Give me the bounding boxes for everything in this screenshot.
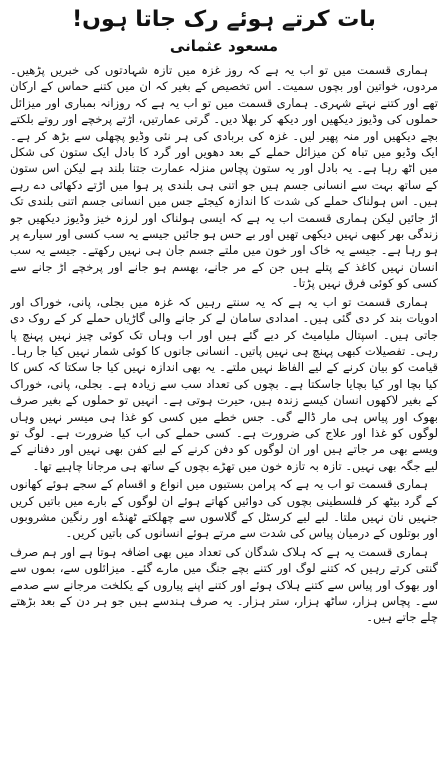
news-column: [10, 4, 438, 759]
paragraph: ہماری قسمت میں تو اب یہ ہے کہ روز غزہ میں تازہ شہادتوں کی خبریں پڑھیں۔ مردوں، خواتین اور بچوں سمیت۔ اس تخصیص کے بغیر کہ ان میں کتنے حماس کے ارکان تھے اور کتنے نہتے شہری۔ ہماری قسمت میں تو اب یہ ہے کہ روزانہ بمباری اور میزائل حملوں کی وڈیوز دیکھیں اور دیکھ کر بھلا دیں۔ گرتی عمارتیں، اڑتے پرخچے اور روتے بلکتے بچے دیکھیں اور منہ پھیر لیں۔ غزہ کی بربادی کی ہر نئی وڈیو پچھلی سے بڑھ کر ہے۔ ایک وڈیو میں تباہ کن میزائل حملے کے بعد دھویں اور گرد کا بادل ایک ستون کی شکل میں اٹھ رہا ہے۔ یہ بادل اور یہ ستون پچاس منزلہ عمارت جتنا بلند ہے لیکن اس ستون کے ساتھ بہت سے انسانی جسم ہیں جو اتنی ہی بلندی پر ہوا میں اڑتے دکھائی دے رہے ہیں۔ اس ہولناک حملے کی شدت کا اندازہ کیجئے جس میں انسانی جسم اتنی بلندی تک اڑ جائیں لیکن ہماری قسمت اب یہ ہے کہ ایسی ہولناک اور لرزہ خیز وڈیوز دیکھیں جو زندگی بھر کبھی نہیں دیکھی تھیں اور بے حس ہو جائیں جیسے یہ سب کسی اور سیارے پر ہو رہا ہے۔ جیسے یہ خاک اور خون میں ملتے جسم جان ہی نہیں رکھتے۔ جیسے یہ سب انسان نہیں کاغذ کے پتلے ہیں جن کے مر جانے، بھسم ہو جانے اور پرخچے اڑ جانے سے کسی کو کوئی فرق نہیں پڑتا۔: [10, 63, 438, 291]
article-body: [10, 62, 438, 626]
author-byline: مسعود عثمانی: [169, 37, 279, 55]
paragraph: ہماری قسمت تو اب یہ ہے کہ پرامن بستیوں میں انواع و اقسام کے سجے ہوئے کھانوں کے گرد بیٹھ کر فلسطینی بچوں کی دوائیں کھاتے ہوئے ان لوگوں کے بارے میں باتیں کریں جنہیں نان نہیں ملتا۔ لبے لیے کرسٹل کے گلاسوں سے چھلکتے ٹھنڈے اور رنگین مشروبوں اور بوتلوں کے درمیان پیاس کی شدت سے مرتے ہوئے انسانوں کی باتیں کریں۔: [10, 477, 438, 541]
paragraph: ہماری قسمت تو اب یہ ہے کہ یہ سنتے رہیں کہ غزہ میں بجلی، پانی، خوراک اور ادویات بند کر دی گئی ہیں۔ امدادی سامان لے کر جانے والی گاڑیاں حملے کر کے روک دی جاتی ہیں۔ اسپتال ملیامیٹ کر دیے گئے ہیں اور اب وہاں تک کوئی چیز نہیں پہنچ پا رہی۔ تفصیلات کبھی پہنچ ہی نہیں پاتیں۔ انسانی جانوں کا کوئی شمار نہیں کیا جا رہا۔ قیامت کو بیان کرنے کے لیے الفاظ نہیں ملتے۔ یہ بھی اندازہ نہیں کیا جا سکتا کہ کس کا کیا بچا اور کیا بچایا جاسکتا ہے۔ بچوں کی تعداد سب سے زیادہ ہے۔ بجلی، پانی، خوراک کے بغیر لاکھوں انسان کیسے زندہ ہیں، حیرت ہوتی ہے۔ انہیں تو حملوں کے بغیر صرف بھوک اور پیاس ہی مار ڈالے گی۔ جس خطے میں کسی کو غذا ہی میسر نہیں وہاں لوگوں کو غذا اور علاج کی ضرورت ہے۔ کسی حملے کی اب کیا ضرورت ہے۔ لوگ تو ویسے بھی مر جاتے ہیں اور ان لوگوں کو دفن کرنے کے لیے کفن بھی نہیں اور دفنانے کے لیے جگہ بھی نہیں۔ تازہ بہ تازہ خون میں تھڑے بچوں کے ساتھ ہی مرجانا چاہیے تھا۔: [10, 294, 438, 473]
paragraph: ہماری قسمت یہ ہے کہ ہلاک شدگان کی تعداد میں بھی اضافہ ہوتا ہے اور ہم صرف گنتی کرتے رہیں کہ کتنے لوگ اور کتنے بچے جنگ میں مارے گئے۔ میزائلوں سے، بموں سے اور بھوک اور پیاس سے کتنے ہلاک ہوئے اور کتنے اپنے پیاروں کے یکلخت مرجانے سے صدمے سے۔ پچاس ہزار، ساٹھ ہزار، ستر ہزار۔ یہ صرف ہندسے ہیں جو ہر دن کے بعد بڑھتے چلے جاتے ہیں۔: [10, 544, 438, 625]
article-headline: بات کرتے ہوئے رک جاتا ہوں!: [72, 7, 376, 32]
